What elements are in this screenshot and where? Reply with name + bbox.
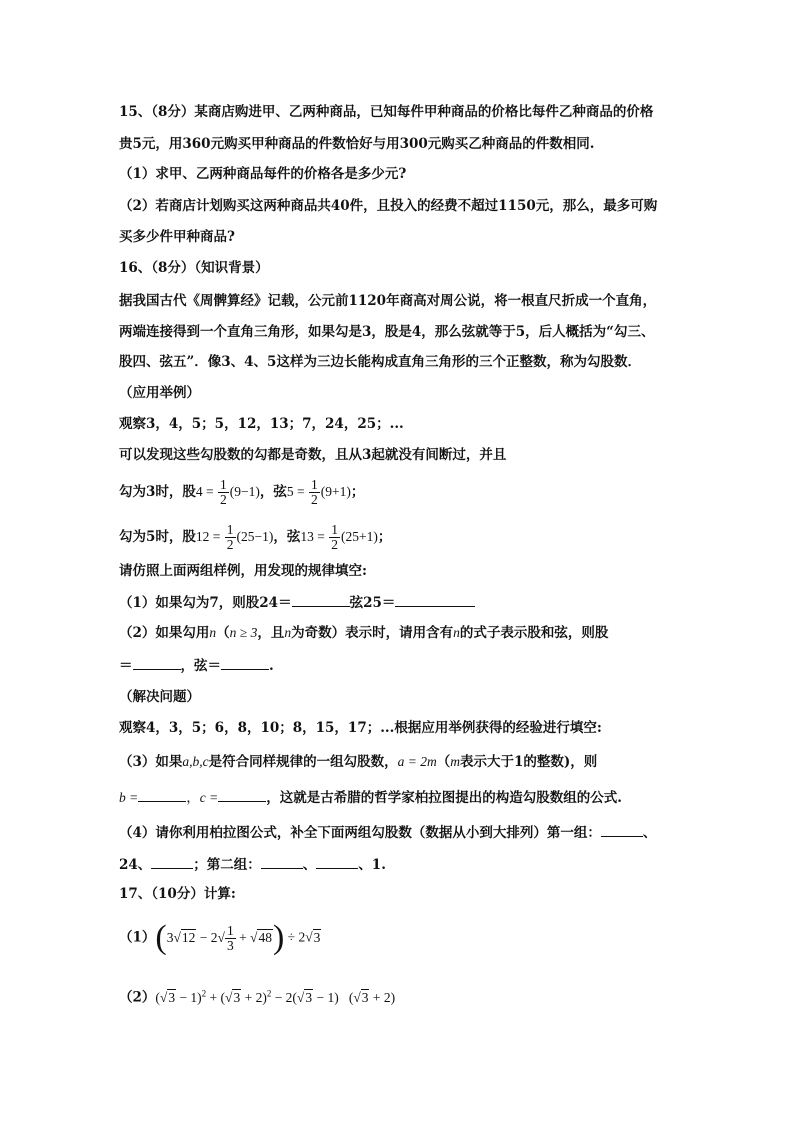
frac-denominator: 2 xyxy=(226,537,234,552)
separator: ， xyxy=(186,790,200,805)
part4-text-a-end: 、 xyxy=(642,825,657,841)
q15-part1: （1）求甲、乙两种商品每件的价格各是多少元? xyxy=(119,166,407,182)
q16-part2-line1 xyxy=(119,623,608,643)
example-1-end: ； xyxy=(350,484,365,500)
part2-text-c: ，且 xyxy=(257,625,285,641)
answer-blank[interactable] xyxy=(133,655,181,670)
example-1-gu-expr: (9−1) xyxy=(229,484,260,499)
part3-text-end: ，这就是古希腊的哲学家柏拉图提出的构造勾股数组的公式. xyxy=(266,790,622,806)
q16-part1 xyxy=(119,592,475,613)
answer-blank[interactable] xyxy=(151,854,193,869)
part1-text-b: 弦25＝ xyxy=(349,595,396,611)
var-n: n xyxy=(284,625,292,640)
q17-part1-label: （1） xyxy=(119,929,156,946)
part4-text-c: ；第二组： xyxy=(193,857,261,873)
var-n: n xyxy=(209,625,217,640)
part4-text-a: （4）请你利用柏拉图公式，补全下面两组勾股数（数据从小到大排列）第一组： xyxy=(119,825,601,841)
q16-part4-line2 xyxy=(119,854,386,875)
part2-text-e: 的式子表示股和弦，则股 xyxy=(459,625,609,641)
part2-text-a: （2）如果勾用 xyxy=(119,625,210,641)
example-2-xian: 13 xyxy=(300,529,314,544)
q16-found: 可以发现这些勾股数的勾都是奇数，且从3起就没有间断过，并且 xyxy=(119,447,507,463)
q16-observe-1: 观察3，4，5；5，12，13；7，24，25；... xyxy=(119,416,404,432)
part1-text-a: （1）如果勾为7，则股24＝ xyxy=(119,595,292,611)
q15-part2-line2: 买多少件甲种商品? xyxy=(119,229,235,245)
part3-text-c: （ xyxy=(436,754,451,770)
left-paren: ( xyxy=(155,919,167,957)
example-2-gu: 12 xyxy=(195,529,210,544)
fraction xyxy=(309,478,320,507)
example-2-prefix: 勾为5时，股 xyxy=(119,529,196,545)
example-1-xian: 5 xyxy=(286,484,294,499)
right-paren: ) xyxy=(272,919,285,957)
example-1-gu: 4 xyxy=(195,484,203,499)
q16-instruction: 请仿照上面两组样例，用发现的规律填空: xyxy=(119,563,367,579)
example-1-mid: ，弦 xyxy=(259,484,287,500)
answer-blank[interactable] xyxy=(218,787,266,802)
example-2-mid: ，弦 xyxy=(273,529,301,545)
math-expression: ÷ 2√3 xyxy=(284,929,321,945)
q16-background-1: 据我国古代《周髀算经》记载，公元前1120年商高对周公说，将一根直尺折成一个直角， xyxy=(119,293,657,309)
frac-numerator: 1 xyxy=(331,522,339,537)
frac-denominator: 2 xyxy=(331,537,339,552)
q16-example-2 xyxy=(119,523,391,552)
var-m: m xyxy=(450,754,461,769)
equals-sign: = xyxy=(313,529,329,544)
example-2-gu-expr: (25−1) xyxy=(236,529,274,544)
q16-background-3: 股四、弦五”．像3、4、5这样为三边长能构成直角三角形的三个正整数，称为勾股数． xyxy=(119,354,641,370)
part3-text-d: 表示大于1的整数)，则 xyxy=(460,754,598,770)
answer-blank[interactable] xyxy=(138,787,186,802)
fraction xyxy=(218,478,229,507)
part3-text-a: （3）如果 xyxy=(119,754,183,770)
vars-abc: a,b,c xyxy=(182,754,209,769)
equals-sign: = xyxy=(293,484,309,499)
answer-blank[interactable] xyxy=(261,854,303,869)
q15-line2: 贵5元，用360元购买甲种商品的件数恰好与用300元购买乙种商品的件数相同. xyxy=(119,136,595,152)
q16-background-2: 两端连接得到一个直角三角形，如果勾是3，股是4，那么弦就等于5，后人概括为“勾三、 xyxy=(119,324,655,340)
math-expression: $(√3 - 1)^2 + (√3 + 2)^2 - 2(√3 - 1)$ (√3 + 2) xyxy=(155,988,396,1005)
frac-numerator: 1 xyxy=(311,477,318,492)
q16-header: 16、（8分）（知识背景） xyxy=(119,260,269,276)
q16-part3-line1 xyxy=(119,752,597,772)
part3-text-b: 是符合同样规律的一组勾股数， xyxy=(208,754,398,770)
equals-sign: = xyxy=(202,484,218,499)
part2-text-b: （ xyxy=(216,625,230,641)
q16-observe-2: 观察4，3，5；6，8，10；8，15，17；...根据应用举例获得的经验进行填空: xyxy=(119,720,602,736)
q17-part1 xyxy=(119,919,321,957)
frac-numerator: 1 xyxy=(220,477,227,492)
frac-denominator: 2 xyxy=(311,492,318,507)
math-expression: 3√12 − 2√ $\frac{1}{3}$ + √48 xyxy=(166,923,272,953)
q17-part2 xyxy=(119,983,395,1008)
answer-blank[interactable] xyxy=(601,822,643,837)
q16-example-1 xyxy=(119,478,364,507)
answer-blank[interactable] xyxy=(221,655,269,670)
example-1-xian-expr: (9+1) xyxy=(320,484,351,499)
fraction xyxy=(225,523,236,552)
c-equals: c = xyxy=(199,790,219,805)
q16-application-header: （应用举例） xyxy=(119,385,200,401)
part4-text-b: 24、 xyxy=(119,857,152,873)
example-2-xian-expr: (25+1) xyxy=(341,529,378,544)
answer-blank[interactable] xyxy=(292,592,350,607)
example-1-prefix: 勾为3时，股 xyxy=(119,484,196,500)
q16-part2-line2 xyxy=(119,655,274,676)
b-equals: b = xyxy=(119,790,139,805)
part2-text-d: 为奇数）表示时，请用含有 xyxy=(291,625,454,641)
equals-sign: = xyxy=(209,529,224,544)
part4-text-e: 、1. xyxy=(358,857,386,873)
var-n: n xyxy=(453,625,460,640)
part4-text-d: 、 xyxy=(302,857,317,873)
example-2-end: ； xyxy=(377,529,392,545)
q17-header: 17、（10分）计算: xyxy=(119,886,236,902)
q16-solve-header: （解决问题） xyxy=(119,689,200,705)
q15-part2-line1: （2）若商店计划购买这两种商品共40件，且投入的经费不超过1150元，那么，最多可购 xyxy=(119,198,658,214)
part2-period: . xyxy=(269,658,274,674)
q17-part2-label: （2） xyxy=(119,989,156,1006)
q16-part4-line1 xyxy=(119,822,656,843)
frac-numerator: 1 xyxy=(226,522,234,537)
answer-blank[interactable] xyxy=(395,592,475,607)
q15-line1: 15、（8分）某商店购进甲、乙两种商品，已知每件甲种商品的价格比每件乙种商品的价格 xyxy=(119,104,654,120)
eq-a-2m: a = 2m xyxy=(397,754,437,769)
part2-xian: ，弦＝ xyxy=(180,658,221,674)
answer-blank[interactable] xyxy=(316,854,358,869)
frac-denominator: 2 xyxy=(220,492,227,507)
q16-part3-line2 xyxy=(119,787,622,808)
condition: n ≥ 3 xyxy=(229,625,258,640)
part2-eq: ＝ xyxy=(119,658,133,674)
fraction xyxy=(329,523,340,552)
